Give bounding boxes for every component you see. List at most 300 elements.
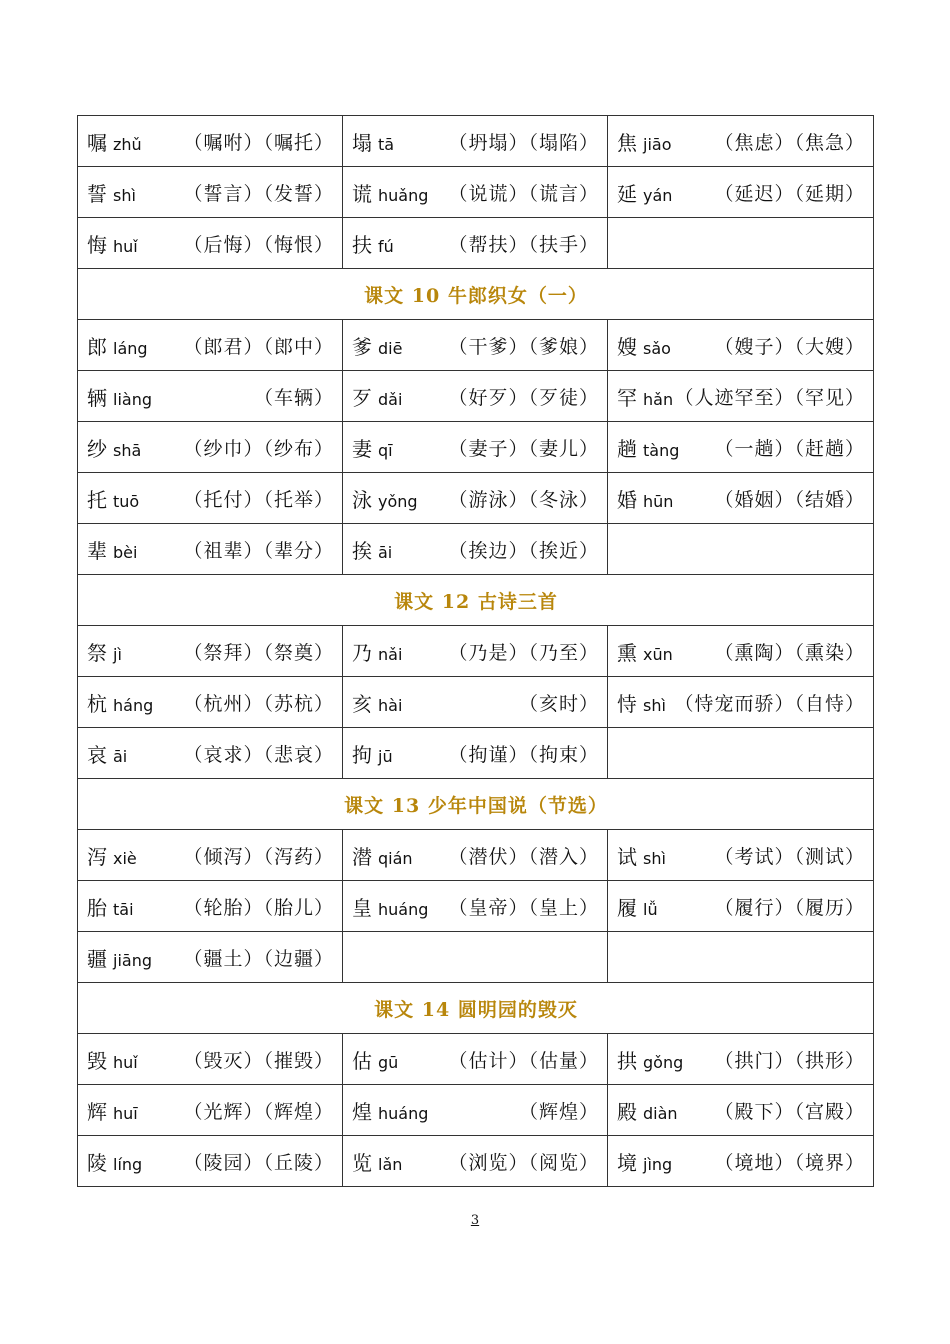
table-row <box>78 1034 874 1085</box>
vocab-entry <box>87 229 334 258</box>
example-words: （辉煌） <box>518 1100 599 1123</box>
vocab-cell <box>608 422 874 473</box>
lesson-header-row <box>78 575 874 626</box>
vocab-entry <box>352 484 599 513</box>
vocab-entry <box>617 127 865 156</box>
vocab-cell <box>78 932 343 983</box>
vocab-entry <box>87 1096 334 1125</box>
vocab-cell <box>608 371 874 422</box>
vocab-cell <box>608 677 874 728</box>
vocab-cell <box>78 830 343 881</box>
vocab-cell <box>78 422 343 473</box>
vocab-cell <box>78 677 343 728</box>
character: 试 <box>617 844 637 869</box>
example-words: （托付）（托举） <box>183 488 334 511</box>
character: 疆 <box>87 946 107 971</box>
vocab-cell <box>608 881 874 932</box>
vocab-entry <box>352 127 599 156</box>
vocab-cell <box>608 473 874 524</box>
example-words: （誓言）（发誓） <box>183 182 334 205</box>
table-row <box>78 1085 874 1136</box>
character-with-pinyin <box>352 535 392 564</box>
pinyin: diē <box>378 338 403 358</box>
table-row <box>78 728 874 779</box>
vocab-cell <box>78 320 343 371</box>
character-with-pinyin <box>87 535 137 564</box>
pinyin: āi <box>378 542 393 562</box>
lesson-header-row <box>78 269 874 320</box>
vocab-cell <box>78 218 343 269</box>
lesson-header-row <box>78 983 874 1034</box>
table-row <box>78 320 874 371</box>
character: 殿 <box>617 1099 637 1124</box>
character: 嫂 <box>617 334 637 359</box>
vocab-entry <box>617 841 865 870</box>
vocab-cell <box>343 371 608 422</box>
table-row <box>78 422 874 473</box>
character-with-pinyin <box>352 127 394 156</box>
character-with-pinyin <box>352 637 402 666</box>
vocab-entry <box>87 484 334 513</box>
character: 辆 <box>87 385 107 410</box>
character: 罕 <box>617 385 637 410</box>
example-words: （一趟）（赶趟） <box>714 437 865 460</box>
example-words: （倾泻）（泻药） <box>183 845 334 868</box>
character-with-pinyin <box>352 739 393 768</box>
character: 估 <box>352 1048 372 1073</box>
example-words: （好歹）（歹徒） <box>448 386 599 409</box>
character-with-pinyin <box>617 1147 672 1176</box>
character-with-pinyin <box>352 892 428 921</box>
pinyin: nǎi <box>378 644 403 664</box>
character: 履 <box>617 895 637 920</box>
character-with-pinyin <box>352 382 402 411</box>
example-words: （拘谨）（拘束） <box>448 743 599 766</box>
vocab-entry <box>87 127 334 156</box>
example-words: （光辉）（辉煌） <box>183 1100 334 1123</box>
pinyin: shì <box>643 695 666 715</box>
pinyin: hūn <box>643 491 674 511</box>
pinyin: lǎn <box>378 1154 403 1174</box>
character: 挨 <box>352 538 372 563</box>
pinyin: jìng <box>643 1154 673 1174</box>
vocab-cell <box>608 218 874 269</box>
table-row <box>78 881 874 932</box>
character-with-pinyin <box>87 229 138 258</box>
character-with-pinyin <box>352 229 394 258</box>
example-words: （焦虑）（焦急） <box>714 131 865 154</box>
vocab-cell <box>78 116 343 167</box>
vocab-entry <box>352 739 599 768</box>
pinyin: tàng <box>643 440 680 460</box>
character-with-pinyin <box>617 1096 678 1125</box>
vocab-cell <box>78 524 343 575</box>
character: 乃 <box>352 640 372 665</box>
character-with-pinyin <box>87 178 136 207</box>
vocab-cell <box>343 1034 608 1085</box>
vocab-entry <box>87 688 334 717</box>
vocab-cell <box>608 728 874 779</box>
character: 览 <box>352 1150 372 1175</box>
character: 歹 <box>352 385 372 410</box>
table-row <box>78 932 874 983</box>
vocab-entry <box>352 892 599 921</box>
vocab-entry <box>352 637 599 666</box>
vocab-cell <box>78 728 343 779</box>
example-words: （乃是）（乃至） <box>448 641 599 664</box>
vocab-cell <box>343 626 608 677</box>
character-with-pinyin <box>87 1096 138 1125</box>
vocab-entry <box>352 1096 599 1125</box>
example-words: （祖辈）（辈分） <box>183 539 334 562</box>
pinyin: diàn <box>643 1103 678 1123</box>
table-row <box>78 626 874 677</box>
vocab-entry <box>87 433 334 462</box>
character-with-pinyin <box>617 484 673 513</box>
pinyin: xiè <box>113 848 137 868</box>
pinyin: huǐ <box>113 236 138 256</box>
example-words: （妻子）（妻儿） <box>448 437 599 460</box>
pinyin: liàng <box>113 389 152 409</box>
character: 爹 <box>352 334 372 359</box>
example-words: （人迹罕至）（罕见） <box>674 386 865 409</box>
character: 婚 <box>617 487 637 512</box>
vocab-entry <box>352 688 599 717</box>
character: 胎 <box>87 895 107 920</box>
vocab-cell <box>78 1136 343 1187</box>
character-with-pinyin <box>352 178 428 207</box>
vocab-cell <box>608 830 874 881</box>
table-row <box>78 218 874 269</box>
character-with-pinyin <box>87 382 152 411</box>
character-with-pinyin <box>87 841 137 870</box>
vocab-cell <box>343 473 608 524</box>
vocab-entry <box>617 484 865 513</box>
example-words: （恃宠而骄）（自恃） <box>674 692 865 715</box>
vocab-cell <box>608 1136 874 1187</box>
vocab-entry <box>87 1147 334 1176</box>
table-row <box>78 1136 874 1187</box>
example-words: （游泳）（冬泳） <box>448 488 599 511</box>
pinyin: bèi <box>113 542 138 562</box>
vocab-cell <box>343 881 608 932</box>
character: 杭 <box>87 691 107 716</box>
table-row <box>78 167 874 218</box>
example-words: （延迟）（延期） <box>714 182 865 205</box>
pinyin: fú <box>378 236 394 256</box>
example-words: （哀求）（悲哀） <box>183 743 334 766</box>
vocab-entry <box>617 382 865 411</box>
vocab-cell <box>78 371 343 422</box>
character: 潜 <box>352 844 372 869</box>
character: 妻 <box>352 436 372 461</box>
lesson-header-row <box>78 779 874 830</box>
character: 泻 <box>87 844 107 869</box>
character-with-pinyin <box>87 331 148 360</box>
character: 陵 <box>87 1150 107 1175</box>
pinyin: gǒng <box>643 1052 684 1072</box>
pinyin: tā <box>378 134 395 154</box>
pinyin: tuō <box>113 491 140 511</box>
character: 哀 <box>87 742 107 767</box>
vocab-entry <box>617 1096 865 1125</box>
vocab-entry <box>87 1045 334 1074</box>
pinyin: huǐ <box>113 1052 138 1072</box>
character-with-pinyin <box>352 1045 398 1074</box>
character-with-pinyin <box>617 841 666 870</box>
vocab-entry <box>617 1147 865 1176</box>
character-with-pinyin <box>87 484 139 513</box>
pinyin: huáng <box>378 899 429 919</box>
vocab-cell <box>343 728 608 779</box>
character-with-pinyin <box>352 331 402 360</box>
pinyin: jì <box>113 644 122 664</box>
example-words: （疆土）（边疆） <box>183 947 334 970</box>
character: 趟 <box>617 436 637 461</box>
vocab-cell <box>608 167 874 218</box>
pinyin: huī <box>113 1103 138 1123</box>
character-with-pinyin <box>87 688 153 717</box>
pinyin: sǎo <box>643 338 671 358</box>
vocab-cell <box>343 167 608 218</box>
character: 托 <box>87 487 107 512</box>
vocab-entry <box>87 535 334 564</box>
pinyin: dǎi <box>378 389 403 409</box>
example-words: （嘱咐）（嘱托） <box>183 131 334 154</box>
vocab-cell <box>608 524 874 575</box>
character: 拘 <box>352 742 372 767</box>
character-with-pinyin <box>87 433 141 462</box>
character-with-pinyin <box>617 637 673 666</box>
vocab-entry <box>352 1045 599 1074</box>
table-row <box>78 677 874 728</box>
vocab-entry <box>352 535 599 564</box>
pinyin: zhǔ <box>113 134 142 154</box>
lesson-title: 课文 14 圆明园的毁灭 <box>78 983 874 1034</box>
vocab-cell <box>343 218 608 269</box>
vocab-entry <box>87 943 334 972</box>
vocab-entry <box>617 688 865 717</box>
vocab-entry <box>617 433 865 462</box>
vocab-entry <box>352 229 599 258</box>
character-with-pinyin <box>352 1096 428 1125</box>
vocab-entry <box>352 841 599 870</box>
vocab-cell <box>78 881 343 932</box>
vocab-cell <box>608 1034 874 1085</box>
vocab-cell <box>343 677 608 728</box>
vocab-entry <box>87 637 334 666</box>
example-words: （履行）（履历） <box>714 896 865 919</box>
example-words: （挨边）（挨近） <box>448 539 599 562</box>
pinyin: jū <box>378 746 393 766</box>
character: 焦 <box>617 130 637 155</box>
pinyin: shì <box>643 848 666 868</box>
character-with-pinyin <box>617 1045 683 1074</box>
character-with-pinyin <box>352 688 402 717</box>
lesson-title: 课文 10 牛郎织女（一） <box>78 269 874 320</box>
vocab-cell <box>343 830 608 881</box>
pinyin: huǎng <box>378 185 429 205</box>
example-words: （殿下）（宫殿） <box>714 1100 865 1123</box>
vocab-entry <box>87 841 334 870</box>
pinyin: tāi <box>113 899 134 919</box>
example-words: （后悔）（悔恨） <box>183 233 334 256</box>
character-with-pinyin <box>617 688 666 717</box>
example-words: （纱巾）（纱布） <box>183 437 334 460</box>
page-number: 3 <box>470 1213 480 1228</box>
vocab-cell <box>343 116 608 167</box>
example-words: （车辆） <box>253 386 334 409</box>
character: 泳 <box>352 487 372 512</box>
example-words: （浏览）（阅览） <box>448 1151 599 1174</box>
character: 皇 <box>352 895 372 920</box>
example-words: （考试）（测试） <box>714 845 865 868</box>
character-with-pinyin <box>87 1045 138 1074</box>
pinyin: hǎn <box>643 389 674 409</box>
character: 塌 <box>352 130 372 155</box>
vocab-entry <box>352 178 599 207</box>
example-words: （熏陶）（熏染） <box>714 641 865 664</box>
vocab-entry <box>87 739 334 768</box>
vocab-cell <box>608 116 874 167</box>
example-words: （祭拜）（祭奠） <box>183 641 334 664</box>
example-words: （潜伏）（潜入） <box>448 845 599 868</box>
character-with-pinyin <box>87 739 127 768</box>
character-with-pinyin <box>352 1147 402 1176</box>
vocab-cell <box>78 1034 343 1085</box>
character: 纱 <box>87 436 107 461</box>
example-words: （估计）（估量） <box>448 1049 599 1072</box>
vocab-entry <box>87 382 334 411</box>
vocab-cell <box>343 932 608 983</box>
vocab-cell <box>78 626 343 677</box>
vocab-cell <box>343 320 608 371</box>
character-with-pinyin <box>617 178 672 207</box>
vocab-entry <box>352 433 599 462</box>
example-words: （陵园）（丘陵） <box>183 1151 334 1174</box>
character: 谎 <box>352 181 372 206</box>
character: 煌 <box>352 1099 372 1124</box>
example-words: （帮扶）（扶手） <box>448 233 599 256</box>
pinyin: yán <box>643 185 673 205</box>
vocab-cell <box>78 473 343 524</box>
example-words: （轮胎）（胎儿） <box>183 896 334 919</box>
vocabulary-table <box>77 115 874 1187</box>
vocab-cell <box>343 422 608 473</box>
table-row <box>78 116 874 167</box>
vocab-entry <box>87 331 334 360</box>
vocab-entry <box>87 178 334 207</box>
character-with-pinyin <box>617 892 658 921</box>
example-words: （坍塌）（塌陷） <box>448 131 599 154</box>
pinyin: yǒng <box>378 491 418 511</box>
example-words: （亥时） <box>518 692 599 715</box>
example-words: （拱门）（拱形） <box>714 1049 865 1072</box>
vocab-entry <box>617 637 865 666</box>
pinyin: xūn <box>643 644 673 664</box>
vocab-cell <box>343 524 608 575</box>
character: 辉 <box>87 1099 107 1124</box>
example-words: （皇帝）（皇上） <box>448 896 599 919</box>
pinyin: líng <box>113 1154 143 1174</box>
vocab-cell <box>78 167 343 218</box>
vocabulary-table-body <box>78 116 874 1187</box>
pinyin: qián <box>378 848 413 868</box>
example-words: （杭州）（苏杭） <box>183 692 334 715</box>
character: 郎 <box>87 334 107 359</box>
vocab-entry <box>87 892 334 921</box>
table-row <box>78 830 874 881</box>
vocab-entry <box>352 1147 599 1176</box>
character: 嘱 <box>87 130 107 155</box>
vocab-entry <box>617 331 865 360</box>
example-words: （嫂子）（大嫂） <box>714 335 865 358</box>
pinyin: lǚ <box>643 899 658 919</box>
character: 亥 <box>352 691 372 716</box>
character: 熏 <box>617 640 637 665</box>
vocab-entry <box>352 331 599 360</box>
pinyin: shā <box>113 440 142 460</box>
vocab-cell <box>608 932 874 983</box>
character-with-pinyin <box>87 637 122 666</box>
pinyin: hài <box>378 695 403 715</box>
example-words: （郎君）（郎中） <box>183 335 334 358</box>
character-with-pinyin <box>87 1147 142 1176</box>
character-with-pinyin <box>87 127 142 156</box>
character-with-pinyin <box>87 943 152 972</box>
character-with-pinyin <box>617 382 673 411</box>
character-with-pinyin <box>352 484 418 513</box>
example-words: （干爹）（爹娘） <box>448 335 599 358</box>
table-row <box>78 473 874 524</box>
character: 恃 <box>617 691 637 716</box>
character-with-pinyin <box>617 127 671 156</box>
character-with-pinyin <box>352 841 413 870</box>
character: 扶 <box>352 232 372 257</box>
lesson-title: 课文 13 少年中国说（节选） <box>78 779 874 830</box>
example-words: （境地）（境界） <box>714 1151 865 1174</box>
pinyin: gū <box>378 1052 399 1072</box>
example-words: （说谎）（谎言） <box>448 182 599 205</box>
vocab-cell <box>608 626 874 677</box>
pinyin: shì <box>113 185 136 205</box>
vocab-cell <box>608 1085 874 1136</box>
character: 祭 <box>87 640 107 665</box>
example-words: （婚姻）（结婚） <box>714 488 865 511</box>
vocab-cell <box>608 320 874 371</box>
character-with-pinyin <box>617 331 671 360</box>
vocab-entry <box>352 382 599 411</box>
pinyin: jiāng <box>113 950 152 970</box>
character-with-pinyin <box>617 433 679 462</box>
character: 誓 <box>87 181 107 206</box>
character: 辈 <box>87 538 107 563</box>
pinyin: jiāo <box>643 134 672 154</box>
character: 毁 <box>87 1048 107 1073</box>
pinyin: háng <box>113 695 154 715</box>
table-row <box>78 524 874 575</box>
pinyin: huáng <box>378 1103 429 1123</box>
vocab-cell <box>343 1136 608 1187</box>
character: 延 <box>617 181 637 206</box>
pinyin: qī <box>378 440 393 460</box>
character-with-pinyin <box>87 892 134 921</box>
vocab-cell <box>78 1085 343 1136</box>
pinyin: láng <box>113 338 148 358</box>
vocab-entry <box>617 1045 865 1074</box>
character-with-pinyin <box>352 433 393 462</box>
vocab-cell <box>343 1085 608 1136</box>
